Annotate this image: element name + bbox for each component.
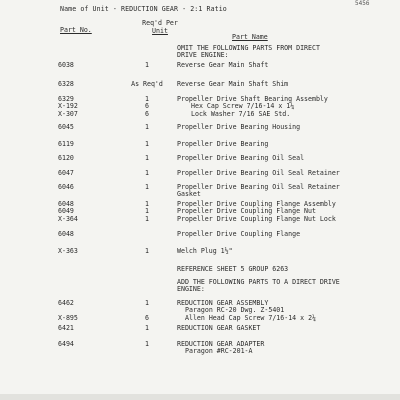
quantity-line: 1 [145,140,149,148]
part-number [58,62,98,69]
part-number-line: 6049 [58,207,74,216]
part-number [58,248,98,255]
part-number-line: 6120 [58,154,74,162]
part-name [177,300,392,322]
part-name [177,62,392,69]
page-bottom-edge [0,394,400,400]
part-name-line: REFERENCE SHEET 5 GROUP 6263 [177,265,289,273]
quantity-line: 1 [145,123,149,131]
part-number-line: 6038 [58,61,74,69]
quantity [120,62,174,69]
unit-title: Name of Unit - REDUCTION GEAR - 2:1 Ratio [60,5,227,13]
part-number-line: 6046 [58,183,74,191]
part-name-line: Propeller Drive Shaft Bearing Assembly [177,95,328,103]
part-name-line: Lock Washer 7/16 SAE Std. [191,109,291,118]
part-number-line: X-364 [58,214,78,223]
quantity [120,325,174,332]
header-part-no: Part No. [60,26,92,34]
part-name [177,45,392,60]
part-name-line: Propeller Drive Bearing Oil Seal [177,154,305,162]
part-number-line: X-307 [58,109,78,118]
part-number-line: 6329 [58,95,74,103]
part-name-line: DRIVE ENGINE: [177,51,229,60]
quantity [120,184,174,191]
part-name-line: Propeller Drive Coupling Flange Nut Lock [177,214,336,223]
part-name [177,81,392,88]
quantity-line: 1 [145,95,149,103]
quantity [120,155,174,162]
part-name-line: Propeller Drive Bearing Housing [177,123,301,131]
header-part-name: Part Name [232,33,268,41]
quantity-line: As Req'd [131,80,163,88]
header-reqd-line2: Unit [152,26,168,35]
quantity-line: 1 [145,61,149,69]
quantity-line: 6 [145,109,149,118]
quantity [120,170,174,177]
part-name [177,124,392,131]
part-name-line: Propeller Drive Coupling Flange Nut [177,207,316,216]
part-number [58,341,98,348]
quantity-line: 1 [145,214,149,223]
part-name-line: OMIT THE FOLLOWING PARTS FROM DIRECT [177,44,320,52]
part-name-line: ENGINE: [177,285,205,294]
part-name [177,141,392,148]
part-name-line: Gasket [177,190,201,199]
part-name-line: REDUCTION GEAR ADAPTER [177,340,265,348]
quantity-line: 1 [145,169,149,177]
quantity-line: 1 [145,340,149,348]
part-number-line: 6048 [58,230,74,238]
part-name-line: Propeller Drive Coupling Flange Assembly [177,200,336,208]
part-name [177,231,392,238]
part-number-line: X-895 [58,313,78,322]
part-number [58,81,98,88]
part-number-line: 6421 [58,324,74,332]
quantity [120,81,174,88]
quantity [120,341,174,348]
quantity [120,141,174,148]
quantity [120,248,174,255]
part-name-line: Reverse Gear Main Shaft Shim [177,80,289,88]
part-number [58,96,98,118]
part-name [177,201,392,223]
part-name-line: Reverse Gear Main Shaft [177,61,269,69]
part-number [58,124,98,131]
part-number [58,170,98,177]
header-reqd-per-unit [128,20,192,35]
page-number: 5456 [355,0,370,7]
part-name-line: Propeller Drive Bearing Oil Seal Retainer [177,169,340,177]
part-number [58,231,98,238]
part-number [58,201,98,223]
quantity [120,96,174,118]
part-number-line: 6328 [58,80,74,88]
part-name [177,266,392,273]
part-name-line: Propeller Drive Coupling Flange [177,230,301,238]
part-number-line: 6048 [58,200,74,208]
quantity-line: 1 [145,200,149,208]
part-name [177,184,392,199]
quantity-line: 1 [145,183,149,191]
quantity-line: 1 [145,247,149,255]
quantity-line: 6 [145,313,149,322]
quantity-line: 1 [145,154,149,162]
part-name-line: Welch Plug 1½" [177,247,233,255]
quantity-line: 1 [145,324,149,332]
part-number-line: 6047 [58,169,74,177]
part-name [177,96,392,118]
quantity-line: 6 [145,102,149,111]
part-number [58,155,98,162]
part-name [177,325,392,332]
part-number-line: 6119 [58,140,74,148]
part-number-line: 6494 [58,340,74,348]
quantity [120,124,174,131]
part-number-line: 6462 [58,299,74,307]
part-number [58,300,98,322]
part-name-line: Paragon RC-20 Dwg. Z-5401 [185,306,285,315]
quantity [120,201,174,223]
quantity [120,300,174,322]
part-name-line: Allen Head Cap Screw 7/16-14 x 2¼ [185,313,317,322]
part-name-line: REDUCTION GEAR ASSEMBLY [177,299,269,307]
part-number [58,141,98,148]
part-name-line: Paragon #RC-201-A [185,347,253,356]
part-name-line: ADD THE FOLLOWING PARTS TO A DIRECT DRIVE [177,278,340,286]
part-number [58,184,98,191]
quantity-line: 1 [145,299,149,307]
part-name [177,155,392,162]
part-name-line: Propeller Drive Bearing [177,140,269,148]
part-number-line: 6045 [58,123,74,131]
part-name [177,341,392,356]
part-number [58,325,98,332]
header-reqd-line1: Req'd Per [142,19,178,27]
part-name [177,170,392,177]
part-number-line: X-363 [58,247,78,255]
part-name-line: Propeller Drive Bearing Oil Seal Retainer [177,183,340,191]
part-number-line: X-192 [58,102,78,111]
part-name-line: Hex Cap Screw 7/16-14 x 1¼ [191,102,295,111]
quantity-line: 1 [145,207,149,216]
part-name-line: REDUCTION GEAR GASKET [177,324,261,332]
part-name [177,279,392,294]
part-name [177,248,392,255]
